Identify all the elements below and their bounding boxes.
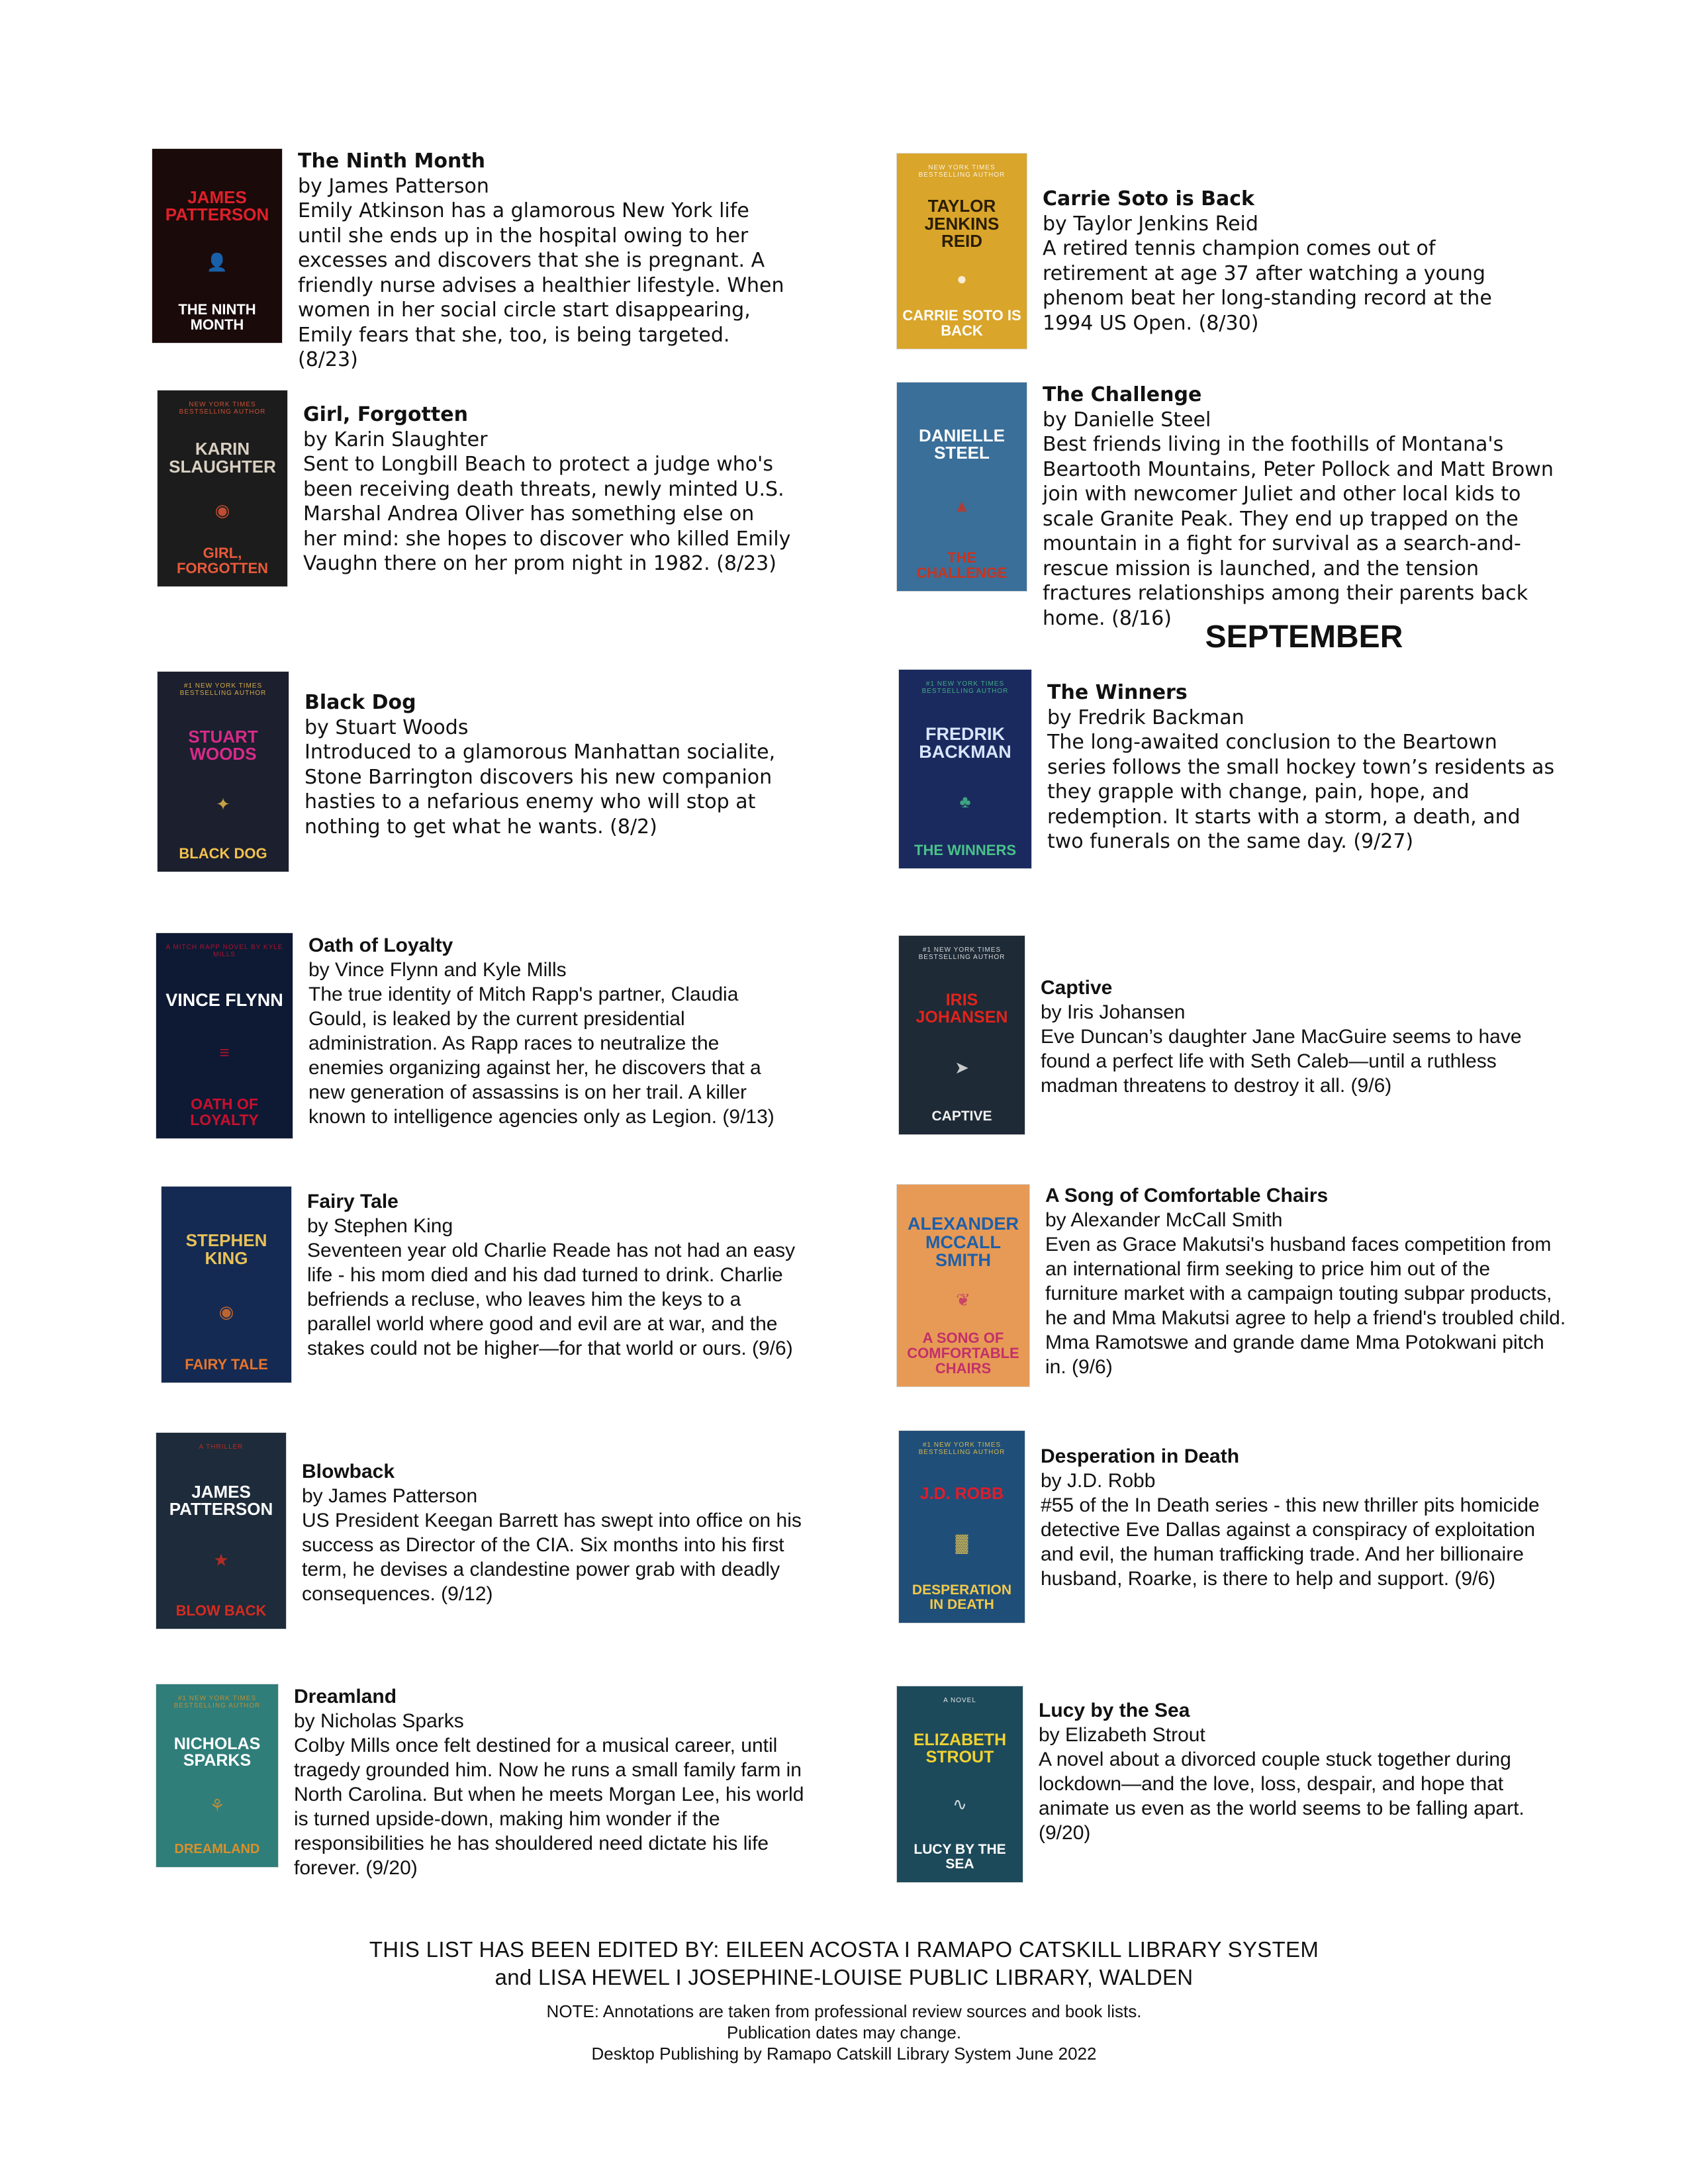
city-lights-icon: ✦ xyxy=(216,794,230,814)
book-entry-fairy-tale xyxy=(162,1187,810,1383)
book-cover xyxy=(156,933,293,1138)
book-summary: US President Keegan Barrett has swept into office on his success as Director of the CIA. Six months into his first term, he devises a clandestine power grab with deadly consequences. (9/12) xyxy=(302,1510,802,1605)
book-text xyxy=(307,1189,810,1361)
tennis-player-icon: ● xyxy=(957,268,967,289)
book-author: by James Patterson xyxy=(298,174,489,198)
cover-author: NICHOLAS SPARKS xyxy=(173,1734,261,1770)
book-author: by Fredrik Backman xyxy=(1047,705,1244,729)
book-summary: Emily Atkinson has a glamorous New York life until she ends up in the hospital owing to her excesses and discovers that she is pregnant. A friendly nurse advises a healthier lifestyle. When women in her social circle start disappearing, Emily fears that she, too, is being targeted. (8/23) xyxy=(298,199,784,371)
cover-title: THE CHALLENGE xyxy=(916,549,1008,581)
book-title: Fairy Tale xyxy=(307,1191,399,1212)
eye-icon: ◉ xyxy=(218,1301,234,1322)
wheat-field-icon: ⚘ xyxy=(209,1796,225,1816)
book-cover xyxy=(899,1431,1025,1623)
book-text xyxy=(298,149,788,373)
star-icon: ★ xyxy=(213,1550,229,1570)
notes-line-2: Publication dates may change. xyxy=(726,2023,962,2042)
book-cover xyxy=(156,1684,278,1867)
book-author: by James Patterson xyxy=(302,1485,478,1507)
book-entry-blowback xyxy=(156,1433,818,1629)
book-entry-the-winners xyxy=(899,670,1557,868)
book-entry-girl-forgotten xyxy=(158,390,793,586)
editor-credits xyxy=(199,1936,1489,1991)
book-cover xyxy=(158,672,289,872)
cover-tagline: A NOVEL xyxy=(943,1697,976,1704)
cover-title: A SONG OF COMFORTABLE CHAIRS xyxy=(907,1329,1019,1377)
book-cover xyxy=(897,383,1027,591)
book-cover xyxy=(897,154,1027,349)
cover-author: IRIS JOHANSEN xyxy=(915,991,1008,1026)
cover-tagline: A MITCH RAPP NOVEL BY KYLE MILLS xyxy=(165,944,283,958)
cover-title: THE WINNERS xyxy=(914,841,1016,858)
cover-tagline: #1 NEW YORK TIMES BESTSELLING AUTHOR xyxy=(918,1441,1006,1456)
cover-tagline: #1 NEW YORK TIMES BESTSELLING AUTHOR xyxy=(921,680,1009,695)
book-author: by Stuart Woods xyxy=(305,715,469,739)
book-title: Carrie Soto is Back xyxy=(1043,187,1254,210)
cover-title: LUCY BY THE SEA xyxy=(914,1841,1006,1872)
cover-author: JAMES PATTERSON xyxy=(169,1481,273,1520)
notes-line-3: Desktop Publishing by Ramapo Catskill Library System June 2022 xyxy=(591,2044,1097,2064)
armchair-icon: ❦ xyxy=(956,1289,970,1310)
book-text xyxy=(308,933,798,1129)
cover-author: TAYLOR JENKINS REID xyxy=(924,196,1000,251)
cover-title: BLACK DOG xyxy=(179,844,267,862)
cover-author: STEPHEN KING xyxy=(185,1230,267,1268)
cover-tagline: A THRILLER xyxy=(199,1443,244,1451)
book-text xyxy=(1039,1698,1562,1845)
cover-author: VINCE FLYNN xyxy=(165,989,283,1010)
book-title: A Song of Comfortable Chairs xyxy=(1045,1185,1329,1206)
book-cover xyxy=(899,670,1031,868)
book-entry-captive xyxy=(899,936,1564,1134)
cover-author: DANIELLE STEEL xyxy=(919,425,1005,463)
book-text xyxy=(1041,1444,1564,1591)
book-title: Girl, Forgotten xyxy=(303,403,468,426)
book-title: Blowback xyxy=(302,1461,395,1482)
book-text xyxy=(1047,680,1557,854)
book-entry-black-dog xyxy=(158,672,788,872)
book-title: Captive xyxy=(1041,977,1113,999)
book-entry-comfortable-chairs xyxy=(897,1185,1568,1387)
book-summary: The true identity of Mitch Rapp's partner, Claudia Gould, is leaked by the current presidential administration. As Rapp races to neutralize the enemies organizing against her, he discovers that a new generation of assassins is on her trail. A killer known to intelligence agencies only as Legion. (9/13) xyxy=(308,983,774,1128)
cover-title: GIRL, FORGOTTEN xyxy=(176,544,269,576)
book-text xyxy=(302,1459,818,1606)
book-entry-carrie-soto xyxy=(897,154,1546,349)
cover-author: ALEXANDER MCCALL SMITH xyxy=(907,1214,1019,1271)
book-summary: #55 of the In Death series - this new thriller pits homicide detective Eve Dallas against a conspiracy of exploitation and evil, the human trafficking trade. And her billionaire husband, Roarke, is there to help and support. (9/6) xyxy=(1041,1494,1540,1590)
pine-trees-icon: ♣ xyxy=(959,792,971,812)
book-summary: Colby Mills once felt destined for a musical career, until tragedy grounded him. Now he runs a small family farm in North Carolina. But when he meets Morgan Lee, his world is turned upside-down, making him wonder if the responsibilities he has shouldered need dictate his life forever. (9/20) xyxy=(294,1735,804,1879)
book-summary: A novel about a divorced couple stuck together during lockdown—and the love, loss, despair, and hope that animate us even as the world seems to be falling apart. (9/20) xyxy=(1039,1749,1524,1844)
notes-line-1: NOTE: Annotations are taken from professional review sources and book lists. xyxy=(546,2001,1142,2021)
cover-author: J.D. ROBB xyxy=(919,1484,1004,1504)
book-author: by Karin Slaughter xyxy=(303,428,488,451)
book-summary: Seventeen year old Charlie Reade has not had an easy life - his mom died and his dad turned to drink. Charlie befriends a recluse, who leaves him the keys to a parallel world where good and evil are at war, and the stakes could not be higher—for that world or ours. (9/6) xyxy=(307,1240,796,1359)
cover-tagline: #1 NEW YORK TIMES BESTSELLING AUTHOR xyxy=(918,946,1006,961)
book-text xyxy=(294,1684,810,1880)
book-author: by Stephen King xyxy=(307,1215,453,1237)
cover-author: FREDRIK BACKMAN xyxy=(919,723,1011,762)
book-entry-dreamland xyxy=(156,1684,810,1880)
cover-title: CARRIE SOTO IS BACK xyxy=(902,306,1021,339)
cover-author: KARIN SLAUGHTER xyxy=(169,439,276,477)
book-summary: Best friends living in the foothills of Montana's Beartooth Mountains, Peter Pollock and Matt Brown join with newcomer Juliet and other local kids to scale Granite Peak. They end up trapped on the mountain in a fight for survival as a search-and-rescue mission is launched, and the tension fractures relationships among their parents back home. (8/16) xyxy=(1043,433,1554,630)
book-author: by Elizabeth Strout xyxy=(1039,1724,1205,1746)
cover-author: ELIZABETH STROUT xyxy=(913,1731,1007,1766)
book-text xyxy=(303,402,793,576)
cover-title: DREAMLAND xyxy=(174,1841,260,1856)
mountain-icon: ▲ xyxy=(953,495,970,516)
book-title: The Challenge xyxy=(1043,383,1202,406)
book-title: Lucy by the Sea xyxy=(1039,1700,1190,1721)
book-author: by Nicholas Sparks xyxy=(294,1710,464,1732)
book-author: by Danielle Steel xyxy=(1043,408,1211,432)
book-text xyxy=(1043,187,1546,336)
cover-title: FAIRY TALE xyxy=(185,1355,268,1373)
eye-icon: ◉ xyxy=(214,500,230,520)
cover-tagline: #1 NEW YORK TIMES BESTSELLING AUTHOR xyxy=(179,682,267,697)
cover-title: DESPERATION IN DEATH xyxy=(912,1582,1012,1612)
figure-silhouette-icon: 👤 xyxy=(206,252,228,273)
book-author: by Alexander McCall Smith xyxy=(1045,1209,1283,1231)
cover-tagline: NEW YORK TIMES BESTSELLING AUTHOR xyxy=(179,401,266,416)
book-author: by Iris Johansen xyxy=(1041,1001,1186,1023)
section-heading-september: SEPTEMBER xyxy=(1205,619,1403,655)
book-summary: Introduced to a glamorous Manhattan socialite, Stone Barrington discovers his new companion hasties to a nefarious enemy who will stop at nothing to get what he wants. (8/2) xyxy=(305,741,776,839)
book-cover xyxy=(897,1185,1029,1387)
cover-title: BLOW BACK xyxy=(175,1602,267,1619)
book-title: Oath of Loyalty xyxy=(308,934,453,956)
cover-author: JAMES PATTERSON xyxy=(165,187,269,225)
cover-author: STUART WOODS xyxy=(188,726,258,764)
book-text xyxy=(1045,1183,1568,1379)
book-author: by Taylor Jenkins Reid xyxy=(1043,212,1258,236)
book-title: Dreamland xyxy=(294,1686,397,1707)
cover-tagline: #1 NEW YORK TIMES BESTSELLING AUTHOR xyxy=(173,1695,261,1709)
credits-line-1: THIS LIST HAS BEEN EDITED BY: EILEEN ACOSTA I RAMAPO CATSKILL LIBRARY SYSTEM xyxy=(369,1937,1319,1962)
book-title: The Ninth Month xyxy=(298,150,486,173)
book-cover xyxy=(899,936,1025,1134)
book-entry-oath-of-loyalty xyxy=(156,933,798,1138)
book-text xyxy=(305,690,788,839)
book-summary: The long-awaited conclusion to the Beartown series follows the small hockey town’s residents as they grapple with change, pain, hope, and redemption. It starts with a storm, a death, and two funerals on the same day. (9/27) xyxy=(1047,731,1555,853)
book-entry-lucy-by-the-sea xyxy=(897,1686,1562,1882)
sea-wave-icon: ∿ xyxy=(953,1794,967,1814)
book-text xyxy=(1043,383,1559,631)
book-summary: Even as Grace Makutsi's husband faces competition from an international firm seeking to price him out of the furniture market with a campaign touting subpar products, he and Mma Makutsi agree to help a friend's troubled child. Mma Ramotswe and grande dame Mma Potokwani pitch in. (9/6) xyxy=(1045,1234,1566,1378)
book-title: Black Dog xyxy=(305,691,416,714)
book-text xyxy=(1041,976,1564,1098)
book-summary: Sent to Longbill Beach to protect a judge who's been receiving death threats, newly minted U.S. Marshal Andrea Oliver has something else on her mind: she hopes to discover who killed Emily Vaughn there on her prom night in 1982. (8/23) xyxy=(303,453,791,575)
cover-tagline: NEW YORK TIMES BESTSELLING AUTHOR xyxy=(918,164,1006,179)
book-cover xyxy=(162,1187,291,1383)
book-title: The Winners xyxy=(1047,681,1188,704)
flag-stripes-icon: ≡ xyxy=(219,1042,230,1062)
book-cover xyxy=(156,1433,286,1629)
cover-title: CAPTIVE xyxy=(931,1108,992,1124)
book-author: by J.D. Robb xyxy=(1041,1470,1156,1492)
skyline-icon: ▓ xyxy=(955,1532,968,1553)
book-entry-desperation-in-death xyxy=(899,1431,1564,1623)
book-entry-ninth-month xyxy=(152,149,788,373)
publication-notes xyxy=(199,2001,1489,2064)
book-summary: A retired tennis champion comes out of retirement at age 37 after watching a young phenom beat her long-standing record at the 1994 US Open. (8/30) xyxy=(1043,237,1492,335)
book-cover xyxy=(158,390,287,586)
book-cover xyxy=(152,149,282,343)
book-cover xyxy=(897,1686,1023,1882)
running-figure-icon: ➤ xyxy=(955,1057,969,1077)
cover-title: THE NINTH MONTH xyxy=(178,300,256,333)
cover-title: OATH OF LOYALTY xyxy=(190,1095,259,1128)
credits-line-2: and LISA HEWEL I JOSEPHINE-LOUISE PUBLIC LIBRARY, WALDEN xyxy=(494,1965,1194,1989)
book-author: by Vince Flynn and Kyle Mills xyxy=(308,959,567,981)
book-summary: Eve Duncan’s daughter Jane MacGuire seems to have found a perfect life with Seth Caleb—until a ruthless madman threatens to destroy it all. (9/6) xyxy=(1041,1026,1522,1097)
book-title: Desperation in Death xyxy=(1041,1445,1240,1467)
book-entry-the-challenge xyxy=(897,383,1559,631)
